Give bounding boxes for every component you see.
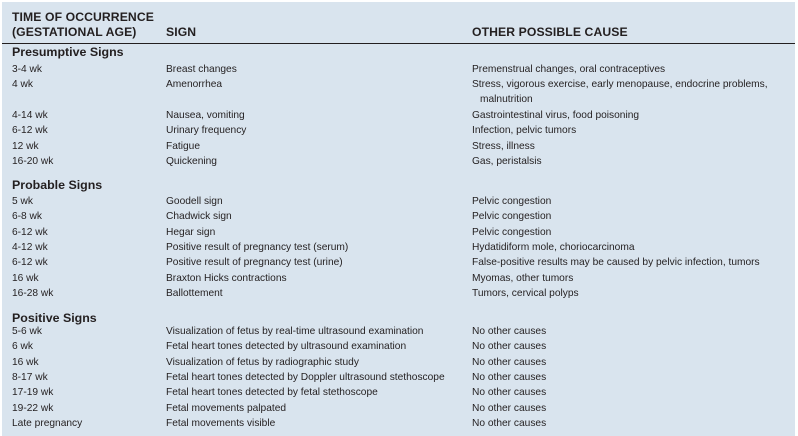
sign-cell: Fetal movements visible — [166, 417, 276, 429]
cause-cell: Pelvic congestion — [472, 226, 552, 238]
table-row — [2, 371, 795, 386]
cause-cell: No other causes — [472, 417, 547, 429]
cause-cell-continuation: malnutrition — [480, 94, 533, 106]
time-cell: 5-6 wk — [12, 326, 43, 337]
table-row — [2, 140, 795, 155]
table-row — [2, 241, 795, 256]
sign-cell: Positive result of pregnancy test (urine) — [166, 257, 343, 269]
sign-cell: Fatigue — [166, 140, 200, 152]
cause-cell: No other causes — [472, 341, 547, 353]
table-row — [2, 210, 795, 225]
table-row — [2, 256, 795, 271]
sign-cell: Fetal heart tones detected by ultrasound examination — [166, 341, 407, 353]
section-title: Positive Signs — [12, 311, 97, 325]
cause-cell: Stress, vigorous exercise, early menopause, endocrine problems, — [472, 79, 768, 91]
time-cell: 16-28 wk — [12, 287, 54, 299]
table-row — [2, 195, 795, 210]
cause-cell: No other causes — [472, 387, 547, 399]
cause-cell: No other causes — [472, 371, 547, 383]
cause-cell: Infection, pelvic tumors — [472, 125, 577, 137]
table-row — [2, 226, 795, 241]
table-row — [2, 109, 795, 124]
cause-cell: Pelvic congestion — [472, 196, 552, 207]
table-header — [2, 2, 795, 44]
table-row — [2, 272, 795, 287]
time-cell: 6-12 wk — [12, 226, 48, 238]
cause-cell: Stress, illness — [472, 140, 535, 152]
time-cell: 8-17 wk — [12, 371, 48, 383]
sign-cell: Visualization of fetus by real-time ultrasound examination — [166, 326, 424, 337]
time-cell: 17-19 wk — [12, 387, 54, 399]
table-row — [2, 325, 795, 340]
cause-cell: Gastrointestinal virus, food poisoning — [472, 109, 640, 121]
cause-cell: Pelvic congestion — [472, 211, 552, 223]
table-row — [2, 356, 795, 371]
sign-cell: Chadwick sign — [166, 211, 232, 223]
table-row — [2, 63, 795, 78]
time-cell: 6 wk — [12, 341, 33, 353]
table-row — [2, 155, 795, 170]
cause-cell: Tumors, cervical polyps — [472, 287, 579, 299]
time-cell: 16 wk — [12, 272, 39, 284]
time-cell: 6-12 wk — [12, 257, 48, 269]
cause-cell: No other causes — [472, 326, 547, 337]
table-row — [2, 402, 795, 417]
sign-cell: Fetal movements palpated — [166, 402, 287, 414]
time-cell: 4-14 wk — [12, 109, 48, 121]
sign-cell: Breast changes — [166, 64, 237, 75]
sign-cell: Fetal heart tones detected by Doppler ultrasound stethoscope — [166, 371, 445, 383]
header-time-of-occurrence: TIME OF OCCURRENCE (GESTATIONAL AGE) — [12, 10, 154, 39]
time-cell: 4-12 wk — [12, 241, 48, 253]
sign-cell: Ballottement — [166, 287, 223, 299]
time-cell: Late pregnancy — [12, 417, 83, 429]
time-cell: 6-8 wk — [12, 211, 43, 223]
table-row — [2, 340, 795, 355]
cause-cell: Myomas, other tumors — [472, 272, 574, 284]
table-row — [2, 124, 795, 139]
header-other-possible-cause: OTHER POSSIBLE CAUSE — [472, 25, 628, 39]
time-cell: 5 wk — [12, 196, 33, 207]
header-sign: SIGN — [166, 25, 197, 39]
time-cell: 12 wk — [12, 140, 39, 152]
table-row — [2, 78, 795, 93]
sign-cell: Braxton Hicks contractions — [166, 272, 287, 284]
cause-cell: Hydatidiform mole, choriocarcinoma — [472, 241, 635, 253]
time-cell: 16 wk — [12, 356, 39, 368]
time-cell: 6-12 wk — [12, 125, 48, 137]
sign-cell: Positive result of pregnancy test (serum) — [166, 241, 349, 253]
sign-cell: Urinary frequency — [166, 125, 247, 137]
sign-cell: Hegar sign — [166, 226, 216, 238]
cause-cell: No other causes — [472, 402, 547, 414]
time-cell: 3-4 wk — [12, 64, 43, 75]
cause-cell: No other causes — [472, 356, 547, 368]
table-row — [2, 417, 795, 432]
section-title: Presumptive Signs — [12, 45, 124, 59]
sign-cell: Fetal heart tones detected by fetal stethoscope — [166, 387, 378, 399]
table-row — [2, 287, 795, 302]
time-cell: 4 wk — [12, 79, 33, 91]
sign-cell: Goodell sign — [166, 196, 223, 207]
sign-cell: Quickening — [166, 155, 217, 167]
sign-cell: Amenorrhea — [166, 79, 223, 91]
section-title: Probable Signs — [12, 178, 103, 192]
cause-cell: Premenstrual changes, oral contraceptives — [472, 64, 666, 75]
sign-cell: Nausea, vomiting — [166, 109, 245, 121]
cause-cell: Gas, peristalsis — [472, 155, 542, 167]
time-cell: 16-20 wk — [12, 155, 54, 167]
time-cell: 19-22 wk — [12, 402, 54, 414]
cause-cell: False-positive results may be caused by pelvic infection, tumors — [472, 257, 760, 269]
table-row — [2, 386, 795, 401]
sign-cell: Visualization of fetus by radiographic study — [166, 356, 359, 368]
